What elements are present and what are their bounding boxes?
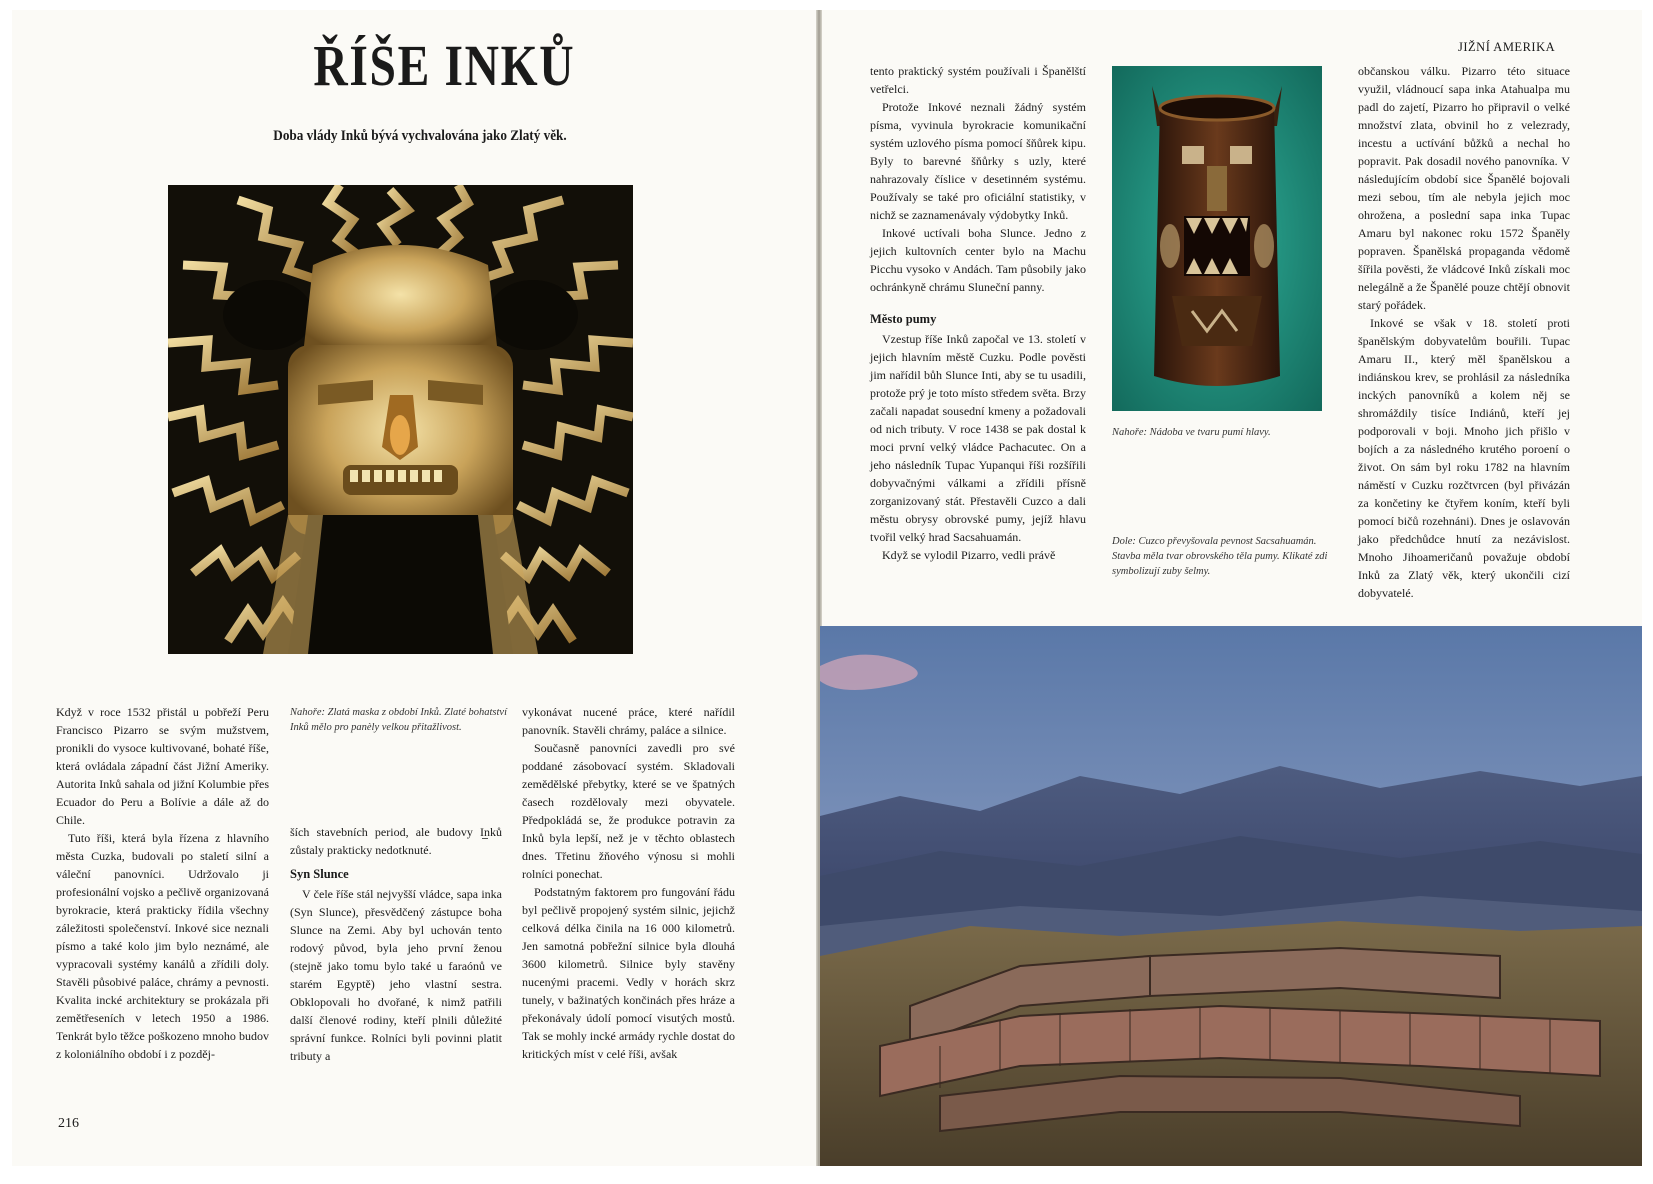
paragraph: ších stavebních period, ale budovy Inků zůstaly prakticky nedotknuté.: [290, 825, 502, 857]
caption-vessel: Nahoře: Nádoba ve tvaru pumí hlavy.: [1112, 427, 1271, 438]
section-heading: Syn Slunce: [290, 867, 349, 881]
paragraph: Když se vylodil Pizarro, vedli právě: [882, 548, 1056, 562]
paragraph: Inkové se však v 18. století proti španělským dobyvatelům bouřili. Tupac Amaru II., který měl španělskou a indiánskou krev, se prohlásil za následníka inckých panovníků a kolem něj se shromáždily tisíce Indiánů, kteří jej podporovali v boji. Mnoho jich přišlo v bojích a za následného krutého poroení o život. On sám byl roku 1782 na hlavním náměstí v Cuzku rozčtvrcen (byl přivázán za končetiny ke čtyřem koním, kteří byli pomocí bičů rozehnáni). Dnes je oslavován jako předchůdce hnutí za nezávislost. Mnoho Jihoameričanů považuje období Inků za Zlatý věk, který ukončili cizí dobyvatelé.: [1358, 316, 1570, 600]
paragraph: občanskou válku. Pizarro této situace využil, vládnoucí sapa inka Atahualpa mu padl do zajetí, Pizarro ho připravil o velké množství zlata, obvinil ho z velezrady, incestu a uctívání bůžků a nechal ho popravit. Pak dosadil nového panovníka. V následujícím období sice Španělé bojovali mezi sebou, tím ale nebyla jejich moc ohrožena, a poslední sapa inka Tupac Amaru byl nakonec roku 1572 Španěly popraven. Španělská propaganda vědomě šířila pověsti, že vládcové Inků získali moc nelegálně a že Španělé pouze chtějí obnovit starý pořádek.: [1358, 64, 1570, 312]
puma-vessel-photo: [1112, 66, 1322, 411]
left-column-3: [522, 703, 735, 1063]
gold-mask-photo: [168, 185, 633, 654]
paragraph: Současně panovníci zavedli pro své poddané zásobovací systém. Skladovali zemědělské přebytky, které se ve špatných časech rozdělovaly mezi obyvatele. Předpokládá se, že produkce potravin za Inků byla lepší, než je v těchto oblastech dnes. Třetinu žňového výnosu si mohli rolníci ponechat.: [522, 741, 735, 881]
left-column-2: [290, 823, 502, 1065]
caption-fortress: Dole: Cuzco převyšovala pevnost Sacsahuamán. Stavba měla tvar obrovského těla pumy. Klikaté zdi symbolizují zuby šelmy.: [1112, 536, 1328, 577]
paragraph: tento praktický systém používali i Španělští vetřelci.: [870, 64, 1086, 96]
caption-mask: Nahoře: Zlatá maska z období Inků. Zlaté bohatství Inků mělo pro panèly velkou přitažlivost.: [290, 707, 507, 733]
left-column-1: [56, 703, 269, 1063]
section-heading: Město pumy: [870, 312, 937, 326]
page-subtitle: Doba vlády Inků bývá vychvalována jako Zlatý věk.: [273, 128, 567, 144]
section-label: JIŽNÍ AMERIKA: [1458, 40, 1556, 54]
page-number: 216: [58, 1116, 79, 1131]
paragraph: vykonávat nucené práce, které nařídil panovník. Stavěli chrámy, paláce a silnice.: [522, 705, 735, 737]
paragraph: Inkové uctívali boha Slunce. Jedno z jejich kultovních center bylo na Machu Picchu vysoko v Andách. Tam působily jako ochránkyně chrámu Sluneční panny.: [870, 226, 1086, 294]
paragraph: Protože Inkové neznali žádný systém písma, vyvinula byrokracie komunikační systém uzlového písma pomocí šňůrek kipu. Byly to barevné šňůrky s uzly, které nahrazovaly číslice v desetinném systému. Používaly se také pro oficiální statistiky, v nichž se zaznamenávaly výdobytky Inků.: [870, 100, 1086, 222]
paragraph: Tuto říši, která byla řízena z hlavního města Cuzka, budovali po staletí silní a váleční panovníci. Udržovalo ji profesionální vojsko a pečlivě organizovaná byrokracie, která prakticky řídila všechny záležitosti společenství. Inkové sice neznali písmo a také kolo jim bylo neznámé, ale vypracovali systémy kanálů a zřídili doly. Stavěli působivé paláce, chrámy a pevnosti. Kvalita incké architektury se prokázala při zemětřeseních v letech 1950 a 1986. Tenkrát bylo těžce poškozeno mnoho budov z koloniálního období i z pozděj-: [56, 831, 269, 1061]
page-title: ŘÍŠE INKŮ: [313, 33, 576, 98]
sacsahuaman-photo: [820, 626, 1642, 1166]
paragraph: V čele říše stál nejvyšší vládce, sapa inka (Syn Slunce), přesvědčený zástupce boha Slunce na Zemi. Aby byl uchován tento rodový původ, byla jeho první ženou (stejně jako tomu bylo také u faraónů ve starém Egyptě) jeho vlastní sestra. Obklopovali ho dvořané, k nimž patřili další členové rodiny, kteří plnili důležité správní funkce. Rolníci byli povinni platit tributy a: [290, 887, 502, 1063]
right-column-3: [1358, 62, 1570, 602]
paragraph: Podstatným faktorem pro fungování řádu byl pečlivě propojený systém silnic, jejichž celková délka činila na 16 000 kilometrů. Jen samotná pobřežní silnice byla dlouhá 3600 kilometrů. Silnice byly stavěny nucenými pracemi. Vedly v horách skrz tunely, v bažinatých končinách přes hráze a překonávaly údolí pomocí visutých mostů. Tak se mohly incké armády rychle dostat do kritických míst v celé říši, avšak: [522, 885, 735, 1061]
paragraph: Vzestup říše Inků započal ve 13. století v jejich hlavním městě Cuzku. Podle pověsti jim nařídil bůh Slunce Inti, aby se tu usadili, protože prý je toto místo středem světa. Brzy začali napadat sousední kmeny a požadovali od nich tributy. V roce 1438 se pak dostal k moci první velký vládce Pachacutec. On a jeho následník Tupac Yupanqui říši rozšířili dobyvačnými válkami a zřídili přísně zorganizovaný stát. Přestavěli Cuzco a dali městu obrysy obrovské pumy, jejíž hlavu tvořil velký hrad Sacsahuamán.: [870, 332, 1086, 544]
right-column-1: [870, 62, 1086, 564]
paragraph: Když v roce 1532 přistál u pobřeží Peru Francisco Pizarro se svým mužstvem, pronikli do vysoce kultivované, bohaté říše, která ovládala západní část Jižní Ameriky. Autorita Inků sahala od jižní Kolumbie přes Ecuador do Peru a Bolívie a dále až do Chile.: [56, 705, 269, 827]
